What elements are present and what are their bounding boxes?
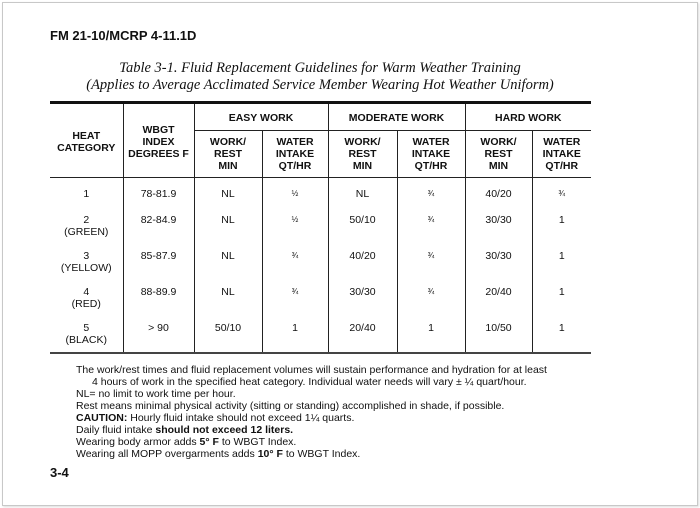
- work-rest-cell: NL: [194, 214, 262, 250]
- note-emphasis: CAUTION:: [76, 412, 128, 424]
- heat-category-cell: 1: [83, 188, 90, 200]
- table-row: [50, 322, 591, 353]
- note-line: [76, 376, 547, 388]
- wbgt-cell: 88-89.9: [123, 286, 194, 322]
- heat-category-cell: 4 (RED): [71, 286, 101, 310]
- water-intake-cell: ¾: [262, 250, 328, 286]
- note-line: [76, 400, 547, 412]
- note-text: Daily fluid intake: [76, 424, 156, 436]
- table-subtitle: (Applies to Average Acclimated Service Member Wearing Hot Weather Uniform): [86, 77, 554, 93]
- header-moderate-work: MODERATE WORK: [328, 103, 465, 131]
- note-text: Hourly fluid intake should not exceed 1¼ quarts.: [127, 412, 355, 424]
- note-line: [76, 412, 547, 424]
- running-header: FM 21-10/MCRP 4-11.1D: [50, 28, 197, 43]
- work-rest-cell: 50/10: [194, 322, 262, 353]
- work-rest-cell: 20/40: [465, 286, 532, 322]
- work-rest-cell: NL: [328, 178, 397, 215]
- work-rest-cell: NL: [194, 250, 262, 286]
- note-line: [76, 388, 547, 400]
- water-intake-cell: ¾: [397, 286, 465, 322]
- note-text: Wearing all MOPP overgarments adds: [76, 448, 258, 460]
- work-rest-cell: 30/30: [328, 286, 397, 322]
- header-water-intake: WATER INTAKE QT/HR: [397, 131, 465, 178]
- water-intake-cell: ½: [262, 214, 328, 250]
- water-intake-cell: ¾: [262, 286, 328, 322]
- note-emphasis: should not exceed 12 liters.: [155, 424, 294, 436]
- note-text: Wearing body armor adds: [76, 436, 200, 448]
- work-rest-cell: NL: [194, 178, 262, 215]
- header-water-intake: WATER INTAKE QT/HR: [262, 131, 328, 178]
- note-line: [76, 436, 547, 448]
- water-intake-cell: ½: [262, 178, 328, 215]
- table-row: [50, 178, 591, 215]
- work-rest-cell: 10/50: [465, 322, 532, 353]
- work-rest-cell: 30/30: [465, 214, 532, 250]
- note-text: The work/rest times and fluid replacement volumes will sustain performance and hydration for at least: [76, 364, 547, 376]
- wbgt-cell: 82-84.9: [123, 214, 194, 250]
- header-wbgt: WBGT INDEX DEGREES F: [123, 103, 194, 178]
- water-intake-cell: 1: [532, 250, 591, 286]
- note-line: [76, 448, 547, 460]
- note-text: 4 hours of work in the specified heat category. Individual water needs will vary ± ¼ quart/hour.: [92, 376, 527, 388]
- water-intake-cell: ¾: [397, 214, 465, 250]
- wbgt-cell: 78-81.9: [123, 178, 194, 215]
- note-text: to WBGT Index.: [218, 436, 297, 448]
- water-intake-cell: ¾: [397, 250, 465, 286]
- table-title: Table 3-1. Fluid Replacement Guidelines for Warm Weather Training: [119, 60, 521, 76]
- work-rest-cell: NL: [194, 286, 262, 322]
- note-line: [76, 364, 547, 376]
- header-water-intake: WATER INTAKE QT/HR: [532, 131, 591, 178]
- heat-category-cell: 5 (BLACK): [65, 322, 107, 346]
- note-line: [76, 424, 547, 436]
- page-number: 3-4: [50, 465, 69, 480]
- note-emphasis: 5° F: [199, 436, 219, 448]
- note-text: Rest means minimal physical activity (sitting or standing) accomplished in shade, if possible.: [76, 400, 505, 412]
- wbgt-cell: 85-87.9: [123, 250, 194, 286]
- work-rest-cell: 40/20: [465, 178, 532, 215]
- water-intake-cell: 1: [532, 322, 591, 353]
- heat-category-cell: 2 (GREEN): [64, 214, 109, 238]
- note-emphasis: 10° F: [257, 448, 283, 460]
- water-intake-cell: 1: [262, 322, 328, 353]
- header-easy-work: EASY WORK: [194, 103, 328, 131]
- work-rest-cell: 20/40: [328, 322, 397, 353]
- heat-category-cell: 3 (YELLOW): [60, 250, 112, 274]
- header-heat-category: HEAT CATEGORY: [50, 103, 123, 178]
- fluid-replacement-table: [50, 101, 591, 354]
- table-row: [50, 214, 591, 250]
- table-notes: [76, 364, 547, 460]
- water-intake-cell: ¾: [397, 178, 465, 215]
- water-intake-cell: 1: [532, 214, 591, 250]
- water-intake-cell: 1: [532, 286, 591, 322]
- work-rest-cell: 30/30: [465, 250, 532, 286]
- note-text: to WBGT Index.: [282, 448, 361, 460]
- work-rest-cell: 50/10: [328, 214, 397, 250]
- table-row: [50, 286, 591, 322]
- header-hard-work: HARD WORK: [465, 103, 591, 131]
- note-text: NL= no limit to work time per hour.: [76, 388, 236, 400]
- header-work-rest-min: WORK/ REST MIN: [465, 131, 532, 178]
- wbgt-cell: > 90: [123, 322, 194, 353]
- work-rest-cell: 40/20: [328, 250, 397, 286]
- water-intake-cell: 1: [397, 322, 465, 353]
- water-intake-cell: ¾: [532, 178, 591, 215]
- header-work-rest-min: WORK/ REST MIN: [328, 131, 397, 178]
- table-row: [50, 250, 591, 286]
- header-work-rest-min: WORK/ REST MIN: [194, 131, 262, 178]
